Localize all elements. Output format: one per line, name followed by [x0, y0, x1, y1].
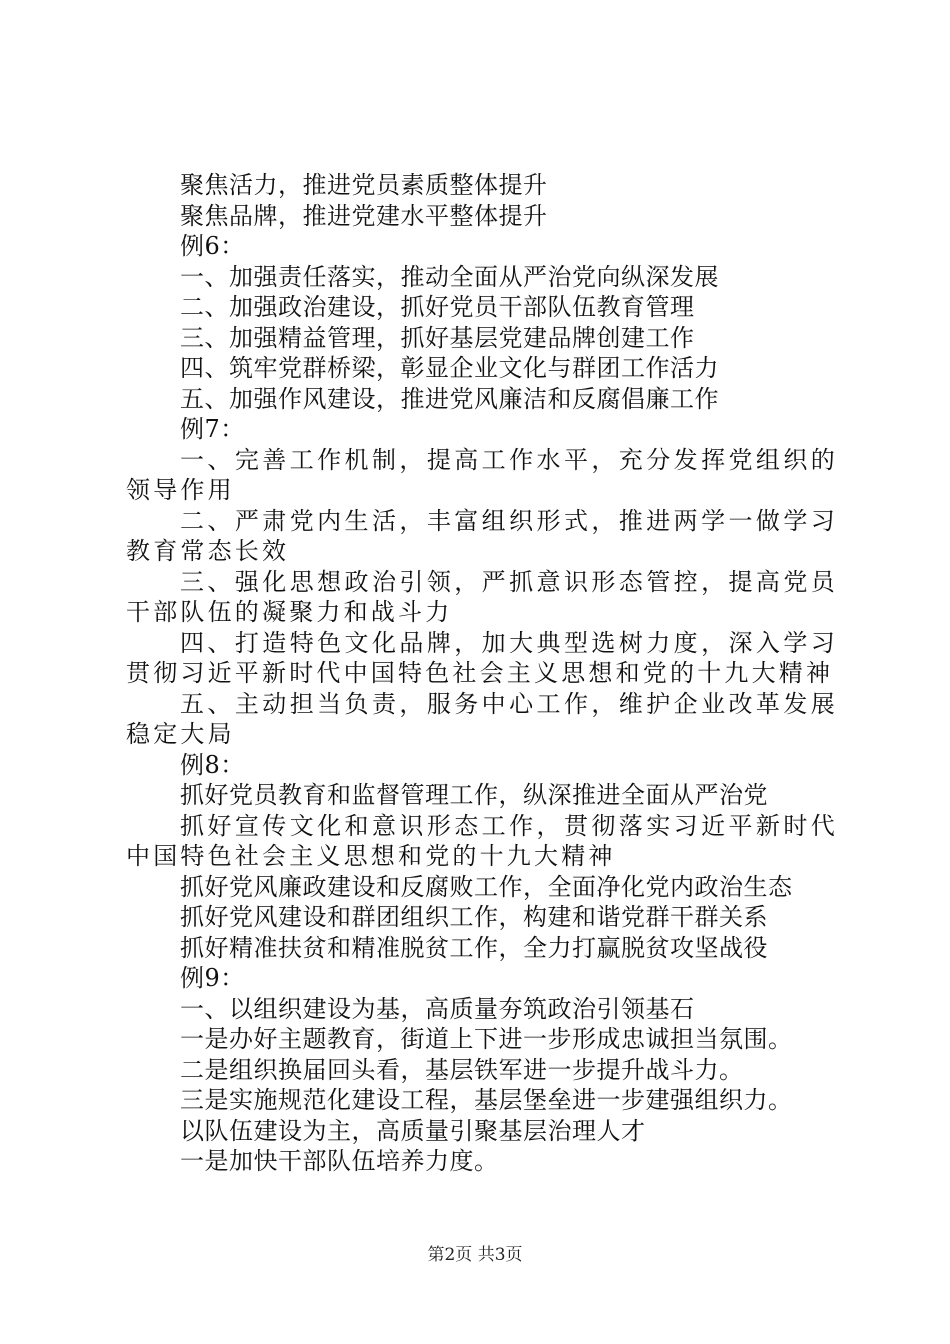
- text-line: 五、加强作风建设，推进党风廉洁和反腐倡廉工作: [180, 384, 719, 413]
- paragraph: 五、主动担当负责，服务中心工作，维护企业改革发展稳定大局: [126, 689, 838, 748]
- text-line: 一是办好主题教育，街道上下进一步形成忠诚担当氛围。: [180, 1025, 793, 1053]
- text-line: 以队伍建设为主，高质量引聚基层治理人才: [180, 1116, 646, 1145]
- section-label: 例7：: [180, 415, 245, 443]
- paragraph: 一、完善工作机制，提高工作水平，充分发挥党组织的领导作用: [126, 445, 838, 504]
- paragraph: 四、打造特色文化品牌，加大典型选树力度，深入学习贯彻习近平新时代中国特色社会主义思想和党的十九大精神: [126, 628, 838, 687]
- text-line: 抓好党风建设和群团组织工作，构建和谐党群干群关系: [180, 903, 768, 931]
- text-line: 聚焦活力，推进党员素质整体提升: [180, 171, 548, 199]
- text-line: 抓好党员教育和监督管理工作，纵深推进全面从严治党: [180, 781, 768, 809]
- paragraph: 二、严肃党内生活，丰富组织形式，推进两学一做学习教育常态长效: [126, 506, 838, 565]
- text-line: 聚焦品牌，推进党建水平整体提升: [180, 201, 548, 230]
- text-line: 三、加强精益管理，抓好基层党建品牌创建工作: [180, 323, 695, 352]
- paragraph: 三、强化思想政治引领，严抓意识形态管控，提高党员干部队伍的凝聚力和战斗力: [126, 567, 838, 626]
- paragraph: 抓好宣传文化和意识形态工作，贯彻落实习近平新时代中国特色社会主义思想和党的十九大精神: [126, 811, 838, 870]
- section-label: 例9：: [180, 964, 245, 992]
- section-label: 例8：: [180, 750, 245, 779]
- text-line: 四、筑牢党群桥梁，彰显企业文化与群团工作活力: [180, 354, 719, 382]
- text-line: 三是实施规范化建设工程，基层堡垒进一步建强组织力。: [180, 1086, 793, 1114]
- text-line: 二是组织换届回头看，基层铁军进一步提升战斗力。: [180, 1055, 744, 1084]
- page-number-footer: 第2页 共3页: [427, 1245, 523, 1265]
- text-line: 一、以组织建设为基，高质量夯筑政治引领基石: [180, 994, 695, 1023]
- document-body: [126, 170, 838, 1177]
- text-line: 二、加强政治建设，抓好党员干部队伍教育管理: [180, 293, 695, 321]
- text-line: 抓好党风廉政建设和反腐败工作，全面净化党内政治生态: [180, 872, 793, 901]
- text-line: 一是加快干部队伍培养力度。: [180, 1147, 499, 1175]
- text-line: 抓好精准扶贫和精准脱贫工作，全力打赢脱贫攻坚战役: [180, 933, 768, 962]
- section-label: 例6：: [180, 232, 245, 260]
- text-line: 一、加强责任落实，推动全面从严治党向纵深发展: [180, 262, 719, 291]
